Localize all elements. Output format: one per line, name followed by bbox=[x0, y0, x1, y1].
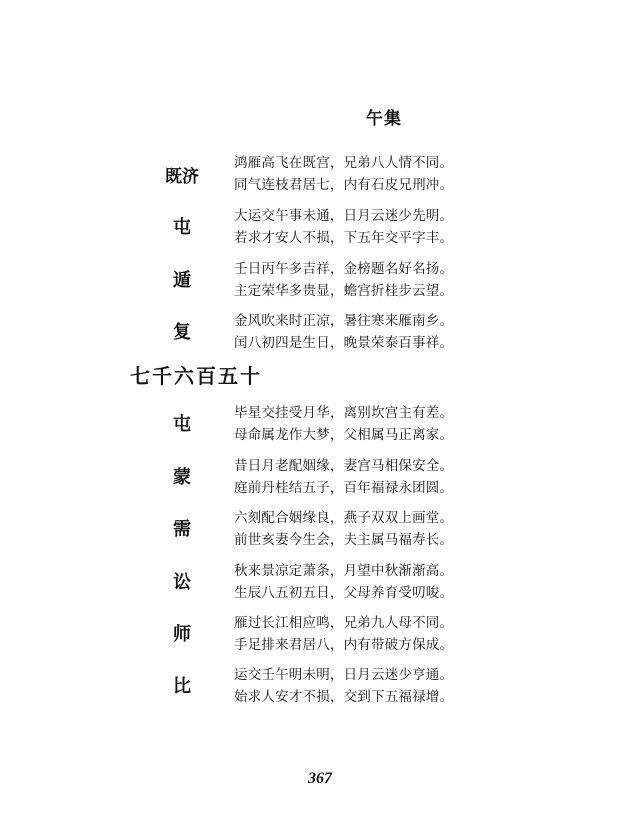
verse-line: 始求人安才不损，交到下五福禄增。 bbox=[234, 689, 454, 705]
verse-line: 大运交午事未通，日月云迷少先明。 bbox=[234, 208, 454, 224]
verse-line: 生辰八五初五日，父母养育受叨唆。 bbox=[234, 585, 454, 601]
hexagram-label: 屯 bbox=[173, 217, 191, 238]
verse-line: 手足排来君居八，内有带破方保成。 bbox=[234, 637, 454, 653]
hexagram-label: 遁 bbox=[173, 270, 191, 291]
verse-entry bbox=[0, 402, 640, 448]
verse-entry bbox=[0, 664, 640, 710]
verse-line: 秋来景凉定萧条，月望中秋渐渐高。 bbox=[234, 563, 454, 579]
verse-line: 昔日月老配姻缘，妻宫马相保安全。 bbox=[234, 458, 454, 474]
verse-entry bbox=[0, 612, 640, 658]
verse-line: 同气连枝君居七，内有石皮兄刑冲。 bbox=[234, 177, 454, 193]
verse-entry bbox=[0, 507, 640, 553]
verse-entry bbox=[0, 310, 640, 356]
verse-line: 主定荣华多贵显，蟾宫折桂步云望。 bbox=[234, 283, 454, 299]
verse-line: 金风吹来时正凉，暑往寒来雁南乡。 bbox=[234, 313, 454, 329]
hexagram-label: 复 bbox=[173, 322, 191, 343]
section-heading: 七千六百五十 bbox=[130, 364, 262, 388]
hexagram-label: 屯 bbox=[173, 414, 191, 435]
verse-line: 毕星交挂受月华，离别坎宫主有差。 bbox=[234, 405, 454, 421]
hexagram-label: 比 bbox=[173, 676, 191, 697]
verse-line: 六刻配合姻缘良，燕子双双上画堂。 bbox=[234, 510, 454, 526]
verse-entry bbox=[0, 205, 640, 251]
verse-entry bbox=[0, 258, 640, 304]
hexagram-label: 讼 bbox=[173, 572, 191, 593]
verse-line: 闰八初四是生日，晚景荣泰百事祥。 bbox=[234, 335, 454, 351]
verse-entry bbox=[0, 152, 640, 198]
page-header: 午集 bbox=[366, 109, 402, 129]
verse-line: 鸿雁高飞在既宫，兄弟八人情不同。 bbox=[234, 155, 454, 171]
page-number: 367 bbox=[308, 770, 332, 787]
verse-entry bbox=[0, 560, 640, 606]
verse-line: 庭前丹桂结五子，百年福禄永团圆。 bbox=[234, 480, 454, 496]
verse-line: 前世亥妻今生会，夫主属马福寿长。 bbox=[234, 532, 454, 548]
hexagram-label: 蒙 bbox=[173, 467, 191, 488]
verse-line: 若求才安人不损，下五年交平字丰。 bbox=[234, 230, 454, 246]
verse-line: 壬日丙午多吉祥，金榜题名好名扬。 bbox=[234, 261, 454, 277]
hexagram-label: 师 bbox=[173, 624, 191, 645]
verse-line: 母命属龙作大梦，父相属马正离家。 bbox=[234, 427, 454, 443]
verse-line: 运交壬午明未明，日月云迷少亨通。 bbox=[234, 667, 454, 683]
hexagram-label: 既济 bbox=[165, 167, 199, 187]
verse-line: 雁过长江相应鸣，兄弟九人母不同。 bbox=[234, 615, 454, 631]
hexagram-label: 需 bbox=[173, 519, 191, 540]
verse-entry bbox=[0, 455, 640, 501]
